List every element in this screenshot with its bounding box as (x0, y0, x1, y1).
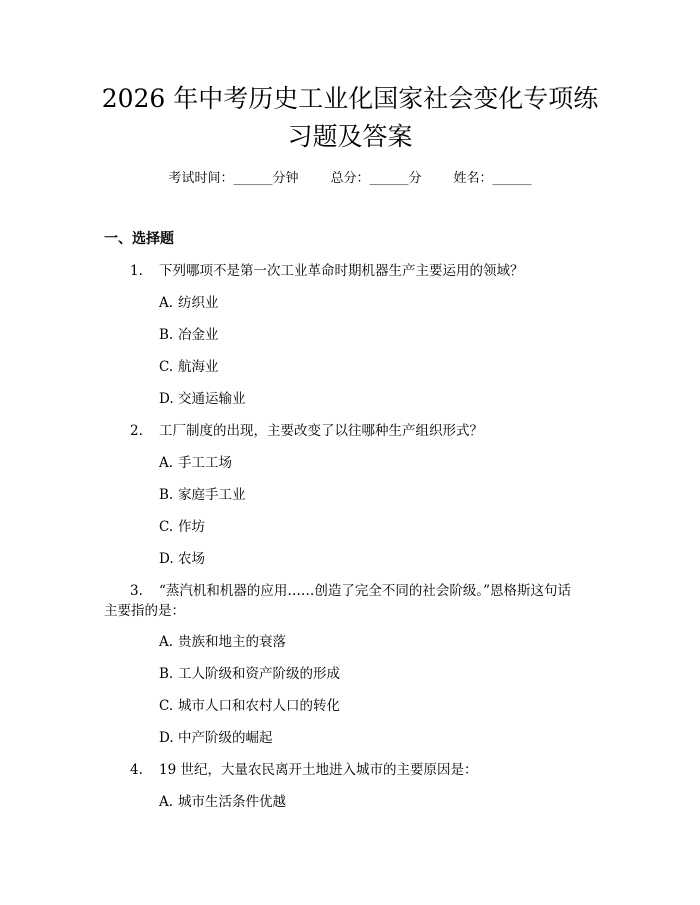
question-number: 1. (130, 263, 143, 279)
option-letter: C. (159, 359, 174, 375)
question-text: 19 世纪，大量农民离开土地进入城市的主要原因是： (159, 762, 478, 778)
option-text: 城市人口和农村人口的转化 (178, 698, 340, 714)
section-heading: 一、选择题 (104, 231, 174, 247)
option-text: 城市生活条件优越 (178, 794, 286, 810)
option-letter: D. (159, 551, 174, 567)
question-number: 2. (130, 423, 143, 439)
option-letter: D. (159, 391, 174, 407)
option-text: 交通运输业 (178, 391, 246, 407)
option-text: 农场 (178, 551, 205, 567)
student-name-field: 姓名：______ (453, 171, 532, 186)
option-letter: B. (159, 327, 174, 343)
option-letter: A. (159, 634, 174, 650)
option-text: 家庭手工业 (178, 487, 246, 503)
question-text: “蒸汽机和机器的应用……创造了完全不同的社会阶级。”恩格斯这句话 (159, 583, 572, 599)
option-letter: A. (159, 455, 174, 471)
option-text: 贵族和地主的衰落 (178, 634, 286, 650)
option-text: 冶金业 (178, 327, 219, 343)
question-text: 工厂制度的出现，主要改变了以往哪种生产组织形式？ (159, 423, 483, 439)
option-text: 纺织业 (178, 295, 219, 311)
exam-time-field: 考试时间：______分钟 (168, 171, 299, 186)
title-line-2: 习题及答案 (287, 122, 413, 151)
title-line-1: 2026 年中考历史工业化国家社会变化专项练 (101, 84, 599, 113)
option-text: 工人阶级和资产阶级的形成 (178, 666, 340, 682)
option-letter: C. (159, 698, 174, 714)
option-letter: B. (159, 487, 174, 503)
option-letter: C. (159, 519, 174, 535)
total-score-field: 总分：______分 (330, 171, 422, 186)
option-letter: D. (159, 730, 174, 746)
option-letter: A. (159, 794, 174, 810)
option-letter: A. (159, 295, 174, 311)
option-letter: B. (159, 666, 174, 682)
exam-meta (0, 169, 700, 189)
option-text: 手工工场 (178, 455, 232, 471)
question-number: 3. (130, 583, 143, 599)
document-title (60, 80, 640, 156)
question-text-line-2: 主要指的是： (104, 603, 185, 619)
question-number: 4. (130, 762, 143, 778)
option-text: 航海业 (178, 359, 219, 375)
option-text: 中产阶级的崛起 (178, 730, 273, 746)
question-text: 下列哪项不是第一次工业革命时期机器生产主要运用的领域？ (159, 263, 524, 279)
option-text: 作坊 (178, 519, 205, 535)
